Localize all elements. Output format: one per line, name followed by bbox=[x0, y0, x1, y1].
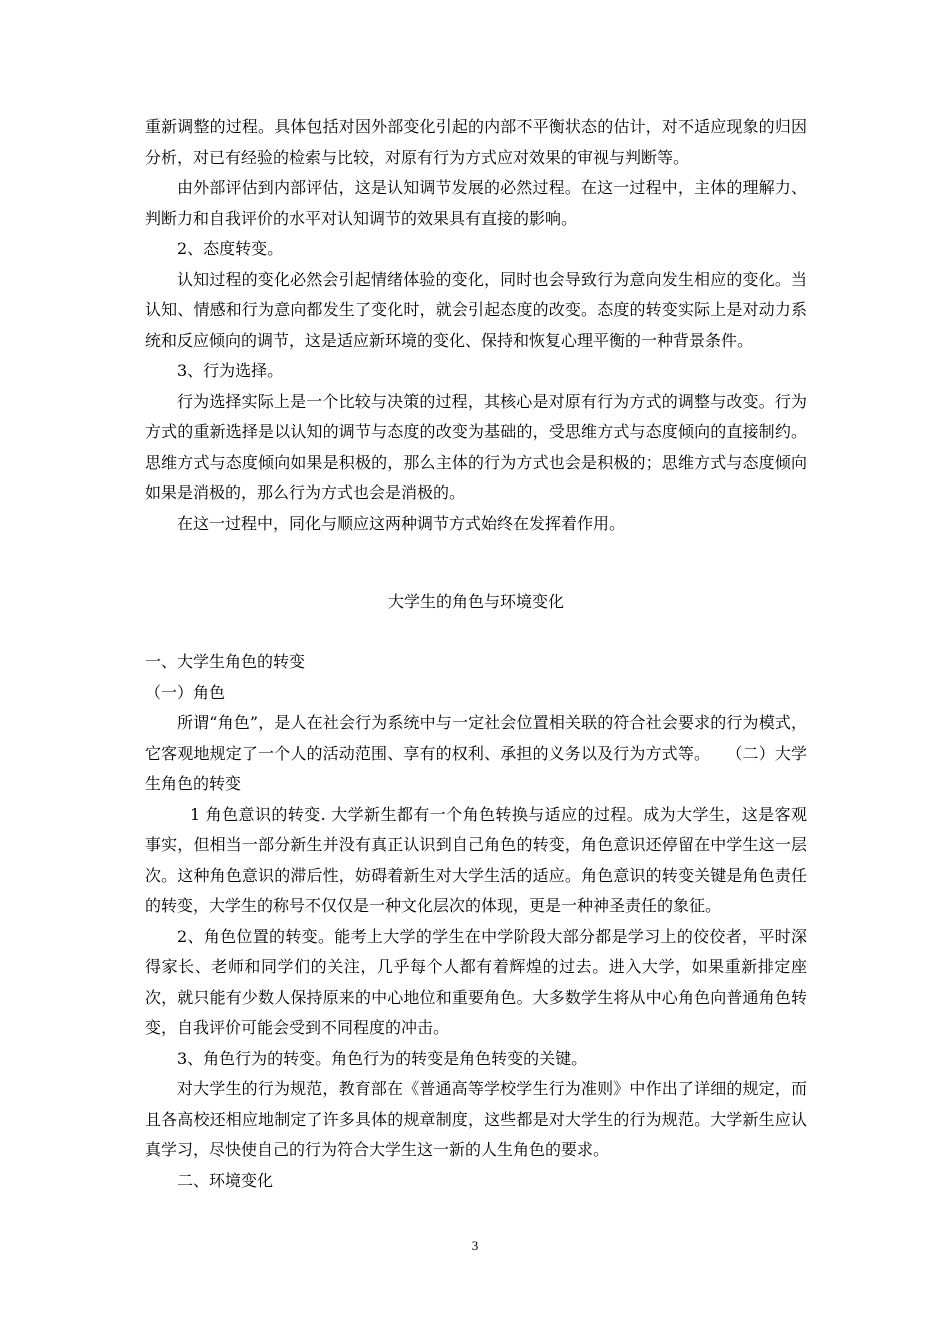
heading-environment-change: 二、环境变化 bbox=[177, 1170, 274, 1190]
paragraph-role-position: 2、角色位置的转变。能考上大学的学生在中学阶段大部分都是学习上的佼佼者，平时深得家长、老师和同学们的关注，几乎每个人都有着辉煌的过去。进入大学，如果重新排定座次，就只能有少数人保持原来的中心地位和重要角色。大多数学生将从中心角色向普通角色转变，自我评价可能会受到不同程度的冲击。 bbox=[145, 926, 807, 1037]
paragraph-continuation: 重新调整的过程。具体包括对因外部变化引起的内部不平衡状态的估计，对不适应现象的归因分析，对已有经验的检索与比较，对原有行为方式应对效果的审视与判断等。 bbox=[145, 117, 807, 167]
paragraph-behavior: 行为选择实际上是一个比较与决策的过程，其核心是对原有行为方式的调整与改变。行为方式的重新选择是以认知的调节与态度的改变为基础的，受思维方式与态度倾向的直接制约。思维方式与态度倾向如果是积极的，那么主体的行为方式也会是积极的；思维方式与态度倾向如果是消极的，那么行为方式也会是消极的。 bbox=[145, 391, 807, 502]
paragraph-attitude: 认知过程的变化必然会引起情绪体验的变化，同时也会导致行为意向发生相应的变化。当认知、情感和行为意向都发生了变化时，就会引起态度的改变。态度的转变实际上是对动力系统和反应倾向的调节，这是适应新环境的变化、保持和恢复心理平衡的一种背景条件。 bbox=[145, 269, 807, 350]
page-number: 3 bbox=[471, 1238, 479, 1253]
section-title: 大学生的角色与环境变化 bbox=[387, 592, 564, 611]
paragraph-role-definition: 所谓“角色”，是人在社会行为系统中与一定社会位置相关联的符合社会要求的行为模式，它客观地规定了一个人的活动范围、享有的权利、承担的义务以及行为方式等。 （二）大学生角色的转变 bbox=[145, 713, 807, 793]
paragraph-behavior-norms: 对大学生的行为规范，教育部在《普通高等学校学生行为准则》中作出了详细的规定，而且各高校还相应地制定了许多具体的规章制度，这些都是对大学生的行为规范。大学新生应认真学习，尽快使自己的行为符合大学生这一新的人生角色的要求。 bbox=[145, 1079, 807, 1159]
paragraph-evaluation: 由外部评估到内部评估，这是认知调节发展的必然过程。在这一过程中，主体的理解力、判断力和自我评价的水平对认知调节的效果具有直接的影响。 bbox=[145, 178, 807, 228]
document-page bbox=[145, 112, 807, 1196]
paragraph-role-behavior: 3、角色行为的转变。角色行为的转变是角色转变的关键。 bbox=[177, 1048, 588, 1068]
heading-role-change: 一、大学生角色的转变 bbox=[145, 652, 306, 671]
subheading-behavior: 3、行为选择。 bbox=[177, 361, 284, 380]
subheading-attitude: 2、态度转变。 bbox=[177, 239, 284, 258]
paragraph-assimilation: 在这一过程中，同化与顺应这两种调节方式始终在发挥着作用。 bbox=[177, 513, 626, 533]
paragraph-role-awareness: 1 角色意识的转变. 大学新生都有一个角色转换与适应的过程。成为大学生，这是客观事实，但相当一部分新生并没有真正认识到自己角色的转变，角色意识还停留在中学生这一层次。这种角色意识的滞后性，妨碍着新生对大学生活的适应。角色意识的转变关键是角色责任的转变，大学生的称号不仅仅是一种文化层次的体现，更是一种神圣责任的象征。 bbox=[145, 804, 807, 915]
heading-role: （一）角色 bbox=[145, 682, 226, 702]
